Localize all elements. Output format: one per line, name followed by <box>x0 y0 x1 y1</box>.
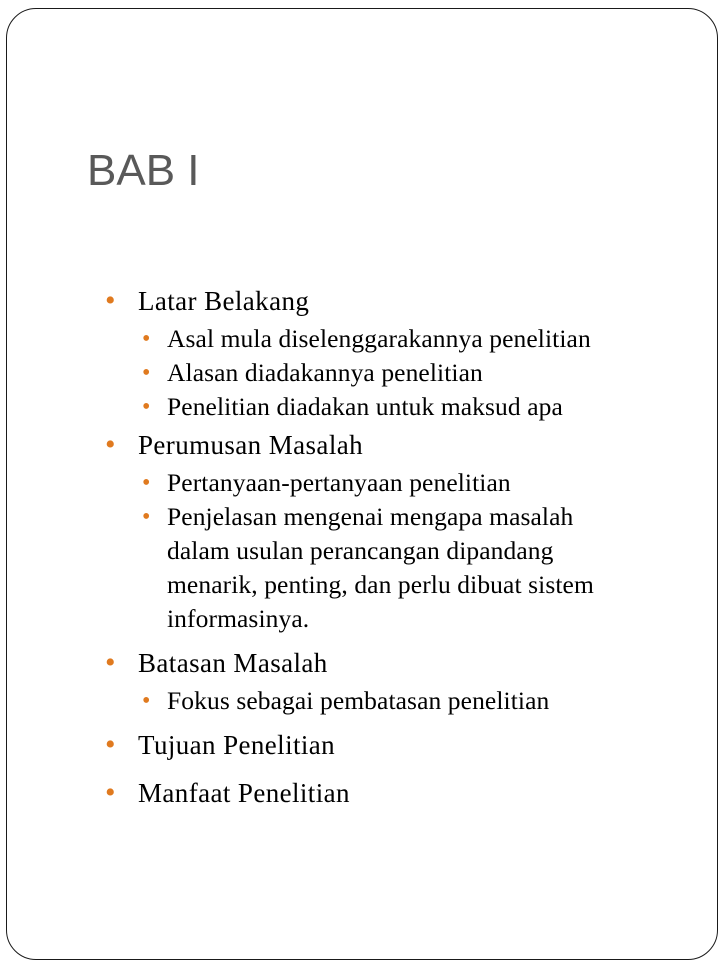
sub-bullet <box>104 322 724 356</box>
bullet-icon: • <box>105 284 116 317</box>
sub-bullet-icon: • <box>142 688 151 714</box>
sub-bullet-line: informasinya. <box>167 604 310 633</box>
sub-bullet-line: menarik, penting, dan perlu dibuat sistem <box>167 570 594 599</box>
sub-bullet-label: Penelitian diadakan untuk maksud apa <box>167 392 563 421</box>
sub-bullet-icon: • <box>142 394 151 420</box>
sub-bullet <box>104 684 724 718</box>
bullet-icon: • <box>105 776 116 809</box>
sub-bullet-label: Fokus sebagai pembatasan penelitian <box>167 686 550 715</box>
sub-bullet-label: Alasan diadakannya penelitian <box>167 358 483 387</box>
sub-bullet-icon: • <box>142 326 151 352</box>
sub-bullet-line: Penjelasan mengenai mengapa masalah <box>167 502 574 531</box>
bullet-icon: • <box>105 428 116 461</box>
bullet-label: Tujuan Penelitian <box>138 730 336 760</box>
bullet-icon: • <box>105 646 116 679</box>
bullet-label: Batasan Masalah <box>138 648 328 678</box>
slide-title: BAB I <box>87 146 200 195</box>
sub-bullet <box>104 500 724 636</box>
sub-bullet-label: Pertanyaan-pertanyaan penelitian <box>167 468 511 497</box>
bullet-batasan-masalah <box>104 642 724 684</box>
bullet-manfaat-penelitian <box>104 772 724 814</box>
bullet-perumusan-masalah <box>104 424 724 466</box>
sub-bullet <box>104 466 724 500</box>
sub-bullet-icon: • <box>142 504 151 530</box>
bullet-latar-belakang <box>104 280 724 322</box>
bullet-label: Latar Belakang <box>138 286 310 316</box>
sub-bullet-icon: • <box>142 360 151 386</box>
sub-bullet-label: Asal mula diselenggarakannya penelitian <box>167 324 591 353</box>
sub-bullet <box>104 390 724 424</box>
sub-bullet <box>104 356 724 390</box>
bullet-tujuan-penelitian <box>104 724 724 766</box>
bullet-label: Perumusan Masalah <box>138 430 364 460</box>
bullet-list <box>104 280 724 814</box>
sub-bullet-icon: • <box>142 470 151 496</box>
sub-bullet-line: dalam usulan perancangan dipandang <box>167 536 554 565</box>
bullet-icon: • <box>105 728 116 761</box>
bullet-label: Manfaat Penelitian <box>138 778 350 808</box>
slide <box>6 8 718 960</box>
